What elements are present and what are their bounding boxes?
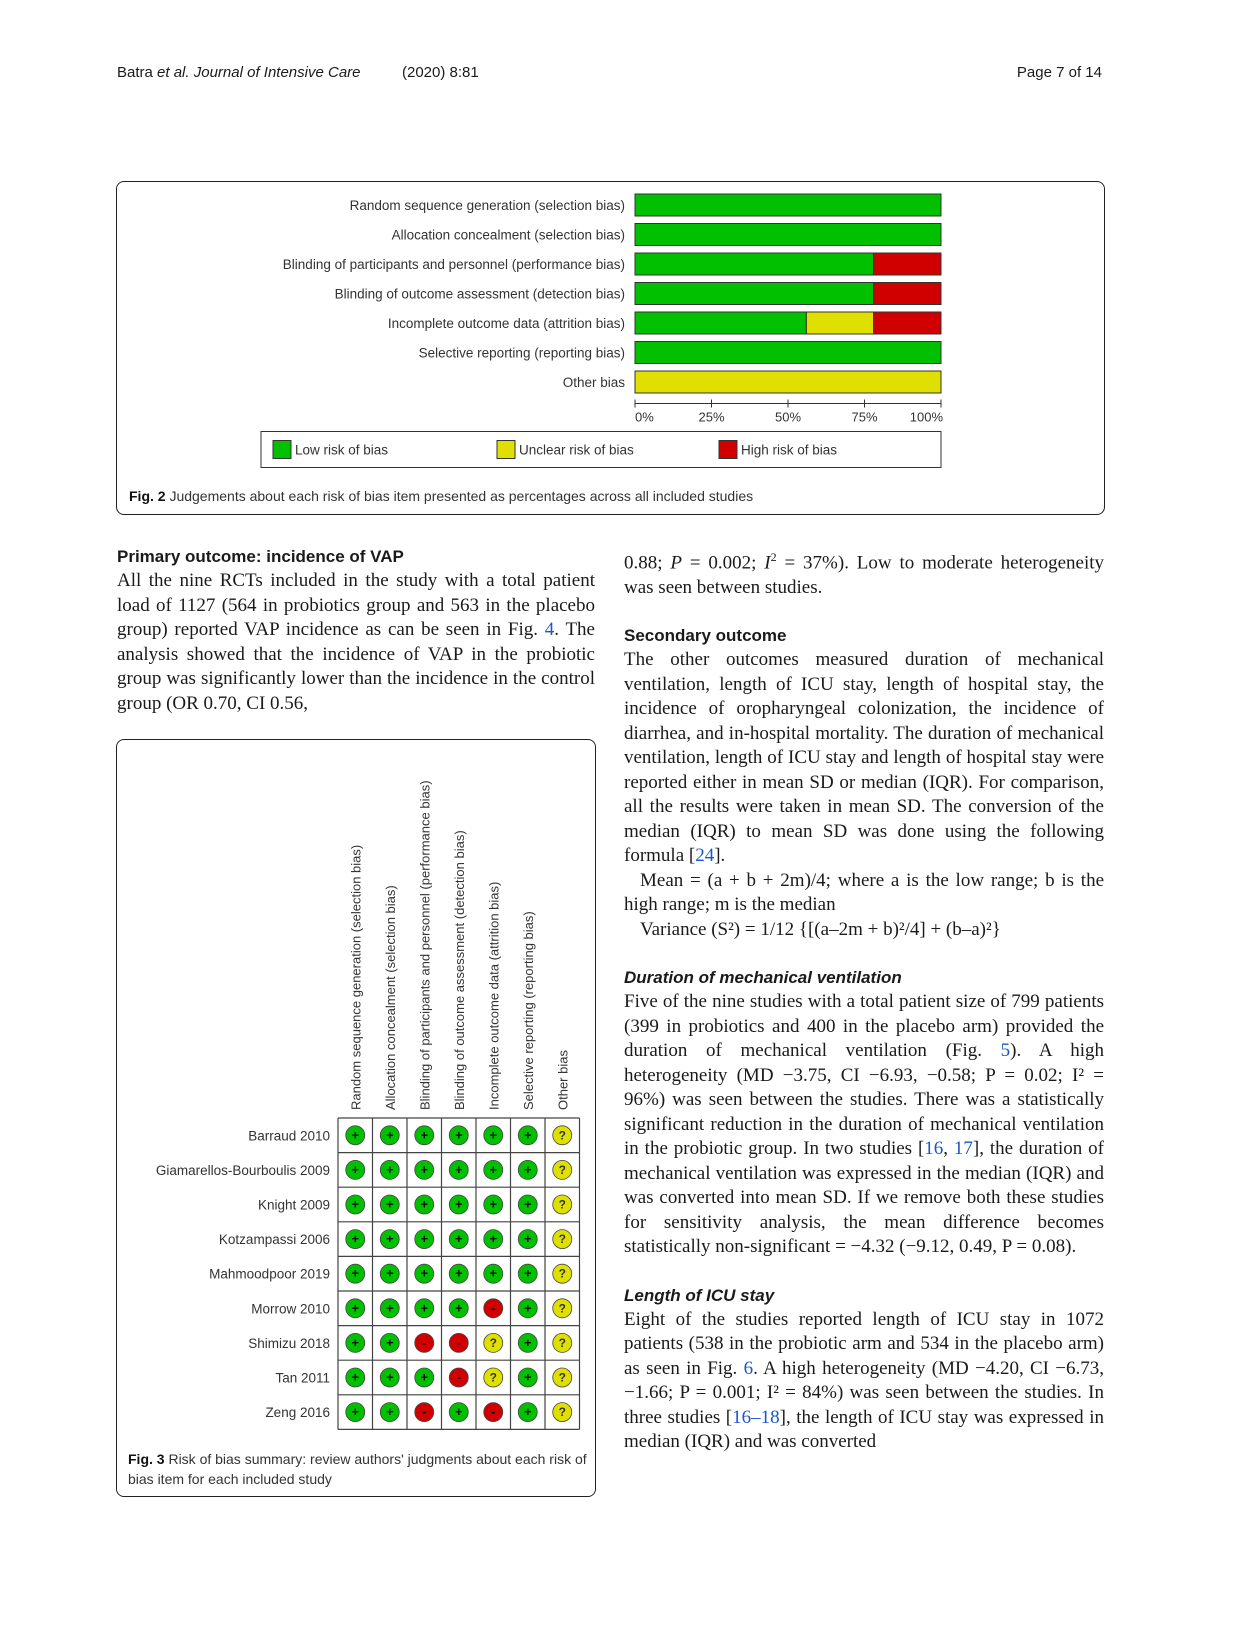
text-run: ). A high heterogeneity (MD −3.75, CI −6.93, −0.58; P = 0.02; I² = 96%) was seen between the studies. There was a statistically significant reduction in the duration of mechanical ventilation in the probiotic group. In two studies [ bbox=[624, 1040, 1104, 1160]
fig3-judgment-symbol: - bbox=[491, 1300, 496, 1316]
fig3-column-label: Blinding of outcome assessment (detection bias) bbox=[451, 830, 467, 1110]
fig3-judgment-symbol: + bbox=[523, 1265, 532, 1281]
fig3-judgment-symbol: + bbox=[420, 1231, 429, 1247]
fig3-row-label: Giamarellos-Bourboulis 2009 bbox=[155, 1162, 330, 1178]
fig3-judgment-symbol: + bbox=[385, 1404, 394, 1420]
fig2-legend-swatch bbox=[719, 441, 737, 459]
fig3-judgment-symbol: + bbox=[385, 1127, 394, 1143]
fig2-chart bbox=[117, 182, 1104, 482]
fig3-judgment-symbol: + bbox=[523, 1369, 532, 1385]
fig3-judgment-symbol: + bbox=[454, 1265, 463, 1281]
fig3-judgment-symbol: + bbox=[385, 1231, 394, 1247]
fig3-judgment-symbol: + bbox=[523, 1231, 532, 1247]
fig3-judgment-symbol: ? bbox=[558, 1232, 566, 1247]
fig3-column-label: Other bias bbox=[555, 1050, 571, 1110]
fig3-judgment-symbol: ? bbox=[558, 1370, 566, 1385]
fig3-judgment-symbol: ? bbox=[558, 1405, 566, 1420]
ref-17-link[interactable]: 17 bbox=[953, 1138, 973, 1160]
heading-primary-outcome: Primary outcome: incidence of VAP bbox=[117, 547, 404, 566]
fig2-legend-label: Unclear risk of bias bbox=[519, 442, 634, 458]
fig3-column-label: Selective reporting (reporting bias) bbox=[520, 911, 536, 1110]
fig3-judgment-symbol: + bbox=[351, 1265, 360, 1281]
fig2-x-tick-label: 100% bbox=[909, 409, 943, 425]
paragraph-mechanical-ventilation bbox=[624, 990, 1104, 1260]
fig3-judgment-symbol: ? bbox=[558, 1128, 566, 1143]
paragraph-icu-stay bbox=[624, 1308, 1104, 1455]
et-al: et al. bbox=[157, 64, 190, 81]
running-header-authors bbox=[117, 64, 361, 81]
fig2-category-label: Blinding of outcome assessment (detection bias) bbox=[334, 286, 625, 302]
fig3-row-label: Knight 2009 bbox=[257, 1197, 330, 1213]
equation-mean: Mean = (a + b + 2m)/4; where a is the low range; b is the high range; m is the median bbox=[624, 869, 1104, 916]
paragraph-secondary-outcome bbox=[624, 648, 1104, 869]
fig2-x-tick-label: 25% bbox=[698, 409, 725, 425]
fig3-row-label: Kotzampassi 2006 bbox=[218, 1232, 330, 1248]
fig2-bar-segment bbox=[635, 342, 941, 364]
fig2-bar-segment bbox=[635, 253, 874, 275]
fig3-judgment-symbol: + bbox=[420, 1265, 429, 1281]
ref-16-18-link[interactable]: 16–18 bbox=[732, 1406, 780, 1428]
fig3-judgment-symbol: + bbox=[420, 1161, 429, 1177]
fig3-chart bbox=[117, 740, 595, 1440]
fig3-judgment-symbol: + bbox=[523, 1404, 532, 1420]
fig3-judgment-symbol: + bbox=[489, 1196, 498, 1212]
fig2-category-label: Other bias bbox=[562, 375, 625, 390]
fig3-row-label: Tan 2011 bbox=[275, 1370, 330, 1386]
citation: (2020) 8:81 bbox=[402, 64, 479, 81]
fig3-column-label: Blinding of participants and personnel (performance bias) bbox=[417, 780, 433, 1110]
fig2-bar-segment bbox=[806, 312, 873, 334]
fig3-row-label: Morrow 2010 bbox=[251, 1301, 330, 1317]
fig3-row-label: Mahmoodpoor 2019 bbox=[209, 1266, 330, 1282]
fig3-judgment-symbol: + bbox=[351, 1231, 360, 1247]
fig2-legend-swatch bbox=[273, 441, 291, 459]
fig2-legend-label: High risk of bias bbox=[741, 442, 838, 458]
fig2-bar-segment bbox=[635, 371, 941, 393]
fig3-judgment-symbol: + bbox=[385, 1196, 394, 1212]
fig3-judgment-symbol: + bbox=[351, 1127, 360, 1143]
fig3-judgment-symbol: ? bbox=[558, 1301, 566, 1316]
fig3-judgment-symbol: ? bbox=[489, 1370, 497, 1385]
fig3-judgment-symbol: + bbox=[351, 1369, 360, 1385]
right-column bbox=[624, 545, 1104, 1455]
text-run: 0.88; bbox=[624, 552, 671, 574]
fig2-bar-segment bbox=[635, 283, 874, 305]
fig-5-link[interactable]: 5 bbox=[1000, 1040, 1011, 1062]
figure-2 bbox=[116, 181, 1105, 515]
fig2-bar-segment bbox=[635, 194, 941, 216]
fig2-bar-segment bbox=[635, 224, 941, 246]
fig3-row-label: Shimizu 2018 bbox=[248, 1335, 330, 1351]
fig3-judgment-symbol: ? bbox=[558, 1335, 566, 1350]
fig3-judgment-symbol: + bbox=[351, 1404, 360, 1420]
fig3-judgment-symbol: + bbox=[489, 1161, 498, 1177]
text-run: All the nine RCTs included in the study with a total patient load of 1127 (564 in probiotics group and 563 in the placebo group) reported VAP incidence as can be seen in Fig. bbox=[117, 570, 595, 640]
fig3-row-label: Barraud 2010 bbox=[248, 1128, 330, 1144]
text-run: P bbox=[670, 552, 682, 574]
fig3-judgment-symbol: + bbox=[351, 1161, 360, 1177]
fig2-caption-text: Judgements about each risk of bias item presented as percentages across all included studies bbox=[169, 488, 754, 504]
running-header bbox=[117, 64, 1102, 84]
fig2-bar-segment bbox=[874, 312, 941, 334]
text-run: . A high heterogeneity (MD −4.20, CI −6.73, −1.66; P = 0.001; I² = 84%) was seen between the studies. In three studies [ bbox=[624, 1357, 1104, 1428]
fig2-bar-segment bbox=[874, 283, 941, 305]
ref-24-link[interactable]: 24 bbox=[695, 845, 715, 867]
text-run: The other outcomes measured duration of mechanical ventilation, length of ICU stay, length of hospital stay, the incidence of oropharyngeal colonization, the incidence of diarrhea, and in-hospital mortality. The duration of mechanical ventilation, length of ICU stay and length of hospital stay were reported either in mean SD or median (IQR). For comparison, all the results were taken in mean SD. The conversion of the median (IQR) to mean SD was done using the following formula [ bbox=[624, 649, 1104, 867]
fig2-category-label: Blinding of participants and personnel (performance bias) bbox=[282, 257, 625, 272]
fig3-judgment-symbol: + bbox=[385, 1161, 394, 1177]
fig3-judgment-symbol: - bbox=[422, 1404, 427, 1420]
text-run: Eight of the studies reported length of ICU stay in 1072 patients (538 in the probiotic arm and 534 in the placebo arm) as seen in Fig. bbox=[624, 1308, 1104, 1379]
fig2-legend-label: Low risk of bias bbox=[295, 442, 389, 458]
paragraph-heterogeneity bbox=[624, 545, 1104, 600]
fig3-row-label: Zeng 2016 bbox=[265, 1405, 330, 1421]
text-run: = 0.002; bbox=[682, 552, 765, 574]
fig2-category-label: Selective reporting (reporting bias) bbox=[418, 345, 625, 361]
fig3-judgment-symbol: + bbox=[351, 1196, 360, 1212]
fig2-caption bbox=[129, 486, 753, 506]
left-column bbox=[117, 545, 595, 716]
fig3-judgment-symbol: + bbox=[420, 1300, 429, 1316]
text-run: ], the length of ICU stay was expressed in median (IQR) and was converted bbox=[624, 1406, 1104, 1453]
fig3-judgment-symbol: ? bbox=[489, 1335, 497, 1350]
fig3-judgment-symbol: + bbox=[454, 1404, 463, 1420]
fig3-caption-text: Risk of bias summary: review authors' judgments about each risk of bias item for each included study bbox=[128, 1451, 587, 1487]
fig2-category-label: Allocation concealment (selection bias) bbox=[391, 227, 625, 243]
fig-4-link[interactable]: 4 bbox=[544, 619, 555, 640]
fig3-judgment-symbol: ? bbox=[558, 1197, 566, 1212]
page-number: Page 7 of 14 bbox=[1016, 64, 1102, 81]
fig2-category-label: Random sequence generation (selection bias) bbox=[349, 198, 625, 213]
fig3-judgment-symbol: + bbox=[385, 1334, 394, 1350]
text-run: 2 bbox=[770, 550, 777, 564]
fig3-judgment-symbol: + bbox=[523, 1300, 532, 1316]
fig2-x-tick-label: 50% bbox=[774, 409, 802, 425]
fig3-judgment-symbol: + bbox=[454, 1231, 463, 1247]
fig3-judgment-symbol: + bbox=[523, 1196, 532, 1212]
text-run: . The analysis showed that the incidence of VAP in the probiotic group was significantly lower than the incidence in the control group (OR 0.70, CI 0.56, bbox=[117, 619, 595, 714]
text-run: I bbox=[764, 552, 771, 574]
fig2-legend-swatch bbox=[497, 441, 515, 459]
fig2-bar-segment bbox=[874, 253, 941, 275]
fig3-judgment-symbol: + bbox=[454, 1127, 463, 1143]
fig3-judgment-symbol: + bbox=[351, 1300, 360, 1316]
fig2-category-label: Incomplete outcome data (attrition bias) bbox=[387, 316, 625, 331]
fig3-caption bbox=[128, 1449, 588, 1489]
paragraph-primary-outcome bbox=[117, 569, 595, 716]
fig-6-link[interactable]: 6 bbox=[743, 1357, 754, 1379]
fig3-judgment-symbol: + bbox=[385, 1369, 394, 1385]
fig2-x-tick-label: 75% bbox=[851, 409, 878, 425]
fig3-judgment-symbol: + bbox=[489, 1265, 498, 1281]
fig3-judgment-symbol: - bbox=[491, 1404, 496, 1420]
fig3-judgment-symbol: + bbox=[385, 1265, 394, 1281]
fig2-bar-segment bbox=[635, 312, 806, 334]
heading-secondary-outcome: Secondary outcome bbox=[624, 626, 787, 646]
text-run: , bbox=[943, 1138, 954, 1160]
text-run: Five of the nine studies with a total patient size of 799 patients (399 in probiotics and 400 in the placebo arm) provided the duration of mechanical ventilation (Fig. bbox=[624, 991, 1104, 1062]
text-run: = 37%). Low to moderate heterogeneity was seen between studies. bbox=[624, 552, 1105, 598]
heading-mechanical-ventilation: Duration of mechanical ventilation bbox=[624, 968, 902, 988]
fig3-judgment-symbol: + bbox=[523, 1127, 532, 1143]
fig3-judgment-symbol: - bbox=[456, 1334, 461, 1350]
fig3-caption-label: Fig. 3 bbox=[128, 1451, 165, 1467]
journal-name: Journal of Intensive Care bbox=[193, 64, 361, 81]
fig3-judgment-symbol: ? bbox=[558, 1162, 566, 1177]
fig3-judgment-symbol: + bbox=[489, 1127, 498, 1143]
fig3-column-label: Incomplete outcome data (attrition bias) bbox=[486, 881, 502, 1110]
fig3-column-label: Allocation concealment (selection bias) bbox=[382, 885, 398, 1110]
fig3-judgment-symbol: + bbox=[523, 1334, 532, 1350]
fig3-judgment-symbol: + bbox=[420, 1369, 429, 1385]
fig3-judgment-symbol: + bbox=[489, 1231, 498, 1247]
author-name: Batra bbox=[117, 64, 153, 81]
fig3-judgment-symbol: + bbox=[420, 1196, 429, 1212]
figure-3 bbox=[116, 739, 596, 1497]
fig3-judgment-symbol: + bbox=[454, 1161, 463, 1177]
fig3-judgment-symbol: - bbox=[456, 1369, 461, 1385]
fig3-judgment-symbol: - bbox=[422, 1334, 427, 1350]
fig3-judgment-symbol: + bbox=[523, 1161, 532, 1177]
fig3-column-label: Random sequence generation (selection bias) bbox=[348, 844, 364, 1110]
fig3-judgment-symbol: + bbox=[351, 1334, 360, 1350]
fig3-judgment-symbol: + bbox=[420, 1127, 429, 1143]
text-run: ], the duration of mechanical ventilation was expressed in the median (IQR) and was converted into mean SD. If we remove both these studies for sensitivity analysis, the mean difference becomes statistically non-significant = −4.32 (−9.12, 0.49, P = 0.08). bbox=[624, 1138, 1105, 1258]
equation-variance: Variance (S²) = 1/12 {[(a–2m + b)²/4] + (b–a)²} bbox=[640, 918, 1001, 940]
ref-16-link[interactable]: 16 bbox=[924, 1138, 944, 1160]
fig3-judgment-symbol: + bbox=[454, 1196, 463, 1212]
fig3-judgment-symbol: + bbox=[454, 1300, 463, 1316]
fig3-judgment-symbol: ? bbox=[558, 1266, 566, 1281]
fig2-caption-label: Fig. 2 bbox=[129, 488, 166, 504]
text-run: ]. bbox=[714, 845, 726, 867]
fig2-x-tick-label: 0% bbox=[635, 409, 654, 425]
fig3-judgment-symbol: + bbox=[385, 1300, 394, 1316]
heading-icu-stay: Length of ICU stay bbox=[624, 1285, 775, 1305]
